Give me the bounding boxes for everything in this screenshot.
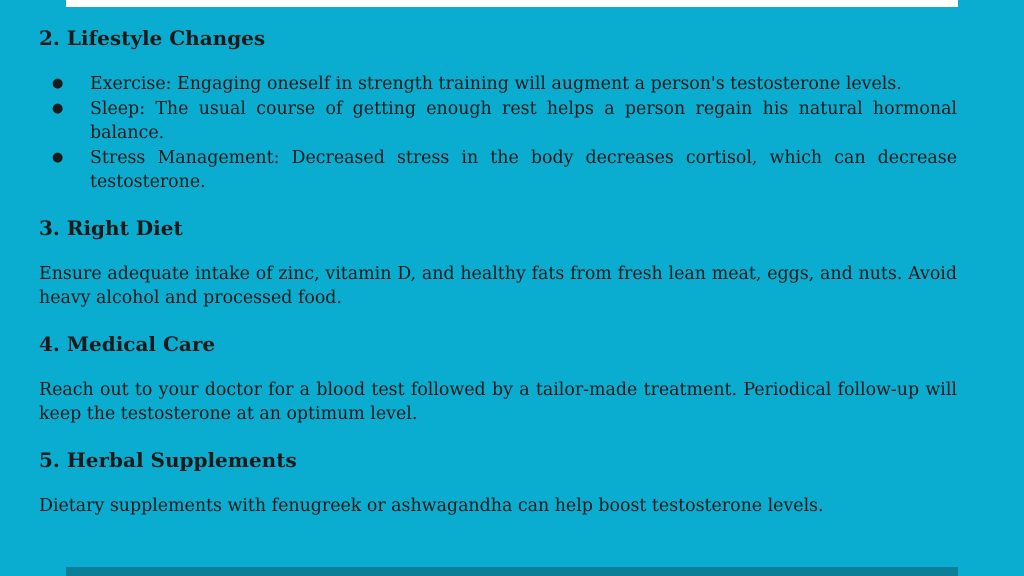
top-white-bar bbox=[66, 0, 958, 7]
list-item-text: Exercise: Engaging oneself in strength training will augment a person's testosterone levels. bbox=[90, 74, 902, 94]
list-item-text: Stress Management: Decreased stress in the body decreases cortisol, which can decrease testosterone. bbox=[90, 147, 957, 192]
section-heading-lifestyle: 2. Lifestyle Changes bbox=[39, 26, 266, 50]
bottom-dark-bar bbox=[66, 567, 958, 576]
section-heading-herbal: 5. Herbal Supplements bbox=[39, 447, 297, 472]
bullet-icon: ● bbox=[52, 100, 64, 116]
list-item bbox=[52, 146, 957, 195]
lifestyle-bullet-list bbox=[39, 72, 957, 195]
section-body-medical-care: Reach out to your doctor for a blood test followed by a tailor-made treatment. Periodical follow-up will keep the testosterone at an optimum level. bbox=[39, 379, 957, 424]
list-item bbox=[52, 97, 957, 146]
section-body-herbal: Dietary supplements with fenugreek or ashwagandha can help boost testosterone levels. bbox=[39, 495, 824, 516]
list-item-text: Sleep: The usual course of getting enough rest helps a person regain his natural hormonal balance. bbox=[90, 98, 957, 143]
bullet-icon: ● bbox=[52, 76, 64, 91]
bullet-icon: ● bbox=[52, 149, 64, 165]
list-item bbox=[52, 72, 957, 97]
section-body-diet: Ensure adequate intake of zinc, vitamin D, and healthy fats from fresh lean meat, eggs, and nuts. Avoid heavy alcohol and processed food. bbox=[39, 263, 957, 308]
section-heading-diet: 3. Right Diet bbox=[39, 215, 183, 240]
document-content bbox=[39, 23, 957, 518]
section-heading-medical-care: 4. Medical Care bbox=[39, 331, 216, 356]
